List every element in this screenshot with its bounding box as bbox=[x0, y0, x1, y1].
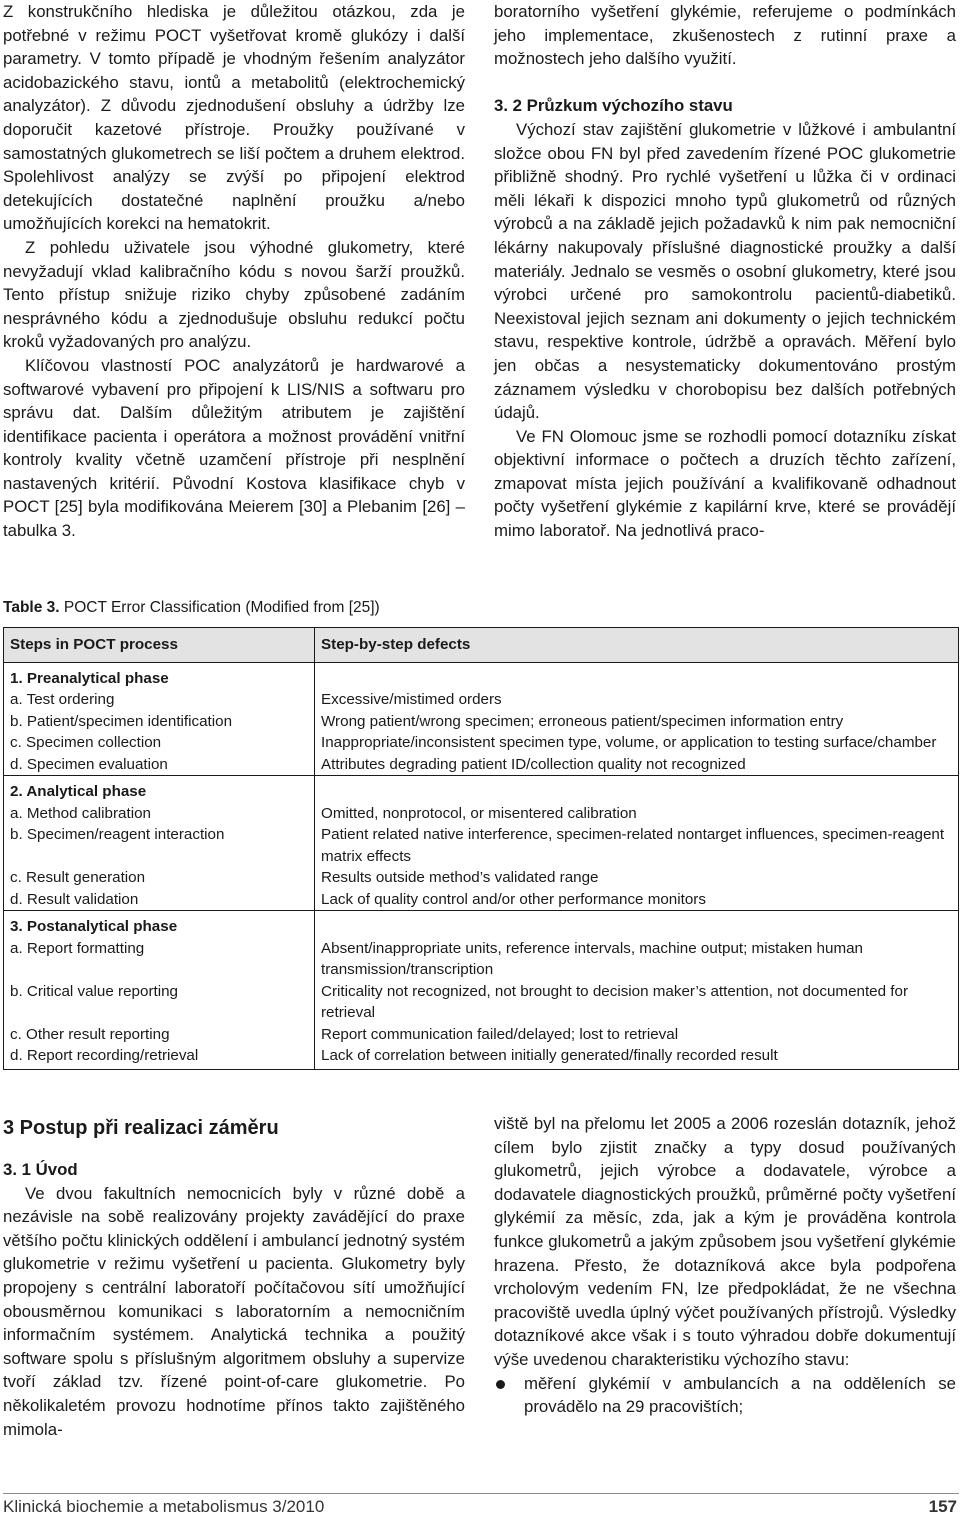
top-right-column bbox=[494, 0, 956, 543]
defect-cell: Criticality not recognized, not brought to decision maker’s attention, not documented for retrieval bbox=[315, 981, 959, 1024]
footer-journal-name: Klinická biochemie a metabolismus 3/2010 bbox=[3, 1497, 325, 1516]
step-cell: c. Specimen collection bbox=[4, 732, 315, 754]
phase-name: 3. Postanalytical phase bbox=[4, 911, 315, 938]
defect-cell: Wrong patient/wrong specimen; erroneous patient/specimen information entry bbox=[315, 711, 959, 733]
list-item: měření glykémií v ambulancích a na odděleních se provádělo na 29 pracovištích; bbox=[494, 1372, 956, 1419]
defect-cell: Attributes degrading patient ID/collection quality not recognized bbox=[315, 754, 959, 776]
defect-cell: Lack of correlation between initially generated/finally recorded result bbox=[315, 1045, 959, 1069]
defect-cell: Results outside method’s validated range bbox=[315, 867, 959, 889]
table-header-steps: Steps in POCT process bbox=[4, 628, 315, 663]
table-row bbox=[4, 1024, 959, 1046]
top-left-column bbox=[3, 0, 465, 543]
defect-cell: Lack of quality control and/or other performance monitors bbox=[315, 889, 959, 911]
phase-row bbox=[4, 911, 959, 938]
section-heading: 3. 2 Průzkum výchozího stavu bbox=[494, 96, 733, 116]
defect-cell: Absent/inappropriate units, reference intervals, machine output; mistaken human transmission/transcription bbox=[315, 938, 959, 981]
body-paragraph: Z konstrukčního hlediska je důležitou otázkou, zda je potřebné v režimu POCT vyšetřovat kromě glukózy i další parametry. V tomto případě je vhodným řešením analyzátor acidobazického stavu, iontů a metabolitů (elektrochemický analyzátor). Z důvodu zjednodušení obsluhy a údržby lze doporučit kazetové přístroje. Proužky používané v samostatných glukometrech se liší počtem a druhem elektrod. Spolehlivost analýzy se zvýší po připojení elektrod detekujících dostatečné naplnění proužku a/nebo umožňujících korekci na hematokrit. bbox=[3, 2, 465, 234]
body-paragraph: Ve FN Olomouc jsme se rozhodli pomocí dotazníku získat objektivní informace o počtech a druzích těchto zařízení, zmapovat místa jejich používání a kvalifikovaně odhadnout počty vyšetření glykémie z kapilární krve, které se provádějí mimo laboratoř. Na jednotlivá praco- bbox=[494, 426, 956, 541]
phase-row bbox=[4, 662, 959, 689]
section-title: 3 Postup při realizaci záměru bbox=[3, 1117, 279, 1139]
phase-row bbox=[4, 776, 959, 803]
error-classification-table bbox=[3, 627, 959, 1070]
bottom-left-column bbox=[3, 1112, 465, 1441]
step-cell: d. Report recording/retrieval bbox=[4, 1045, 315, 1069]
table-header-defects: Step-by-step defects bbox=[315, 628, 959, 663]
table-caption-label: Table 3. bbox=[3, 599, 60, 616]
step-cell: b. Patient/specimen identification bbox=[4, 711, 315, 733]
step-cell: c. Result generation bbox=[4, 867, 315, 889]
body-paragraph: viště byl na přelomu let 2005 a 2006 rozeslán dotazník, jehož cílem bylo zjistit značky a typy dosud používaných glukometrů, jejich výrobce a dodavatele, výrobce a dodavatele diagnostických proužků, průměrné počty vyšetření glykémií za měsíc, zda, jak a kým je prováděna kontrola funkce glukometrů a jakým způsobem jsou vyšetření glykémie hrazena. Přesto, že dotazníková akce byla podpořena vrcholovým vedením FN, lze předpokládat, že ne všechna pracoviště uvedla úplný výčet používaných přístrojů. Výsledky dotazníkové akce však i s touto výhradou dobře dokumentují výše uvedenou charakteristiku výchozího stavu: bbox=[494, 1114, 956, 1369]
table-row bbox=[4, 732, 959, 754]
table-row bbox=[4, 981, 959, 1024]
table-row bbox=[4, 889, 959, 911]
step-cell: d. Result validation bbox=[4, 889, 315, 911]
step-cell: a. Method calibration bbox=[4, 803, 315, 825]
table-row bbox=[4, 803, 959, 825]
footer-divider bbox=[3, 1493, 959, 1494]
body-paragraph: Výchozí stav zajištění glukometrie v lůžkové i ambulantní složce obou FN byl před zavedením řízené POC glukometrie přibližně shodný. Pro rychlé vyšetření u lůžka či v ordinaci měli lékaři k dispozici mnoho typů glukometrů od různých výrobců a na základě jejich požadavků k nim pak nemocniční lékárny nakupovaly příslušné diagnostické proužky a další materiály. Jednalo se vesměs o osobní glukometry, které jsou výrobci určené pro samokontrolu pacientů-diabetiků. Neexistoval jejich seznam ani dokumenty o jejich technickém stavu, respektive kontrole, údržbě a opravách. Měření bylo jen občas a nesystematicky dokumentováno prostým záznamem výsledku v chorobopisu bez dalších potřebných údajů. bbox=[494, 119, 956, 423]
table-caption bbox=[3, 597, 380, 619]
step-cell: b. Critical value reporting bbox=[4, 981, 315, 1024]
body-paragraph: boratorního vyšetření glykémie, referujeme o podmínkách jeho implementace, zkušenostech z rutinní praxe a možnostech jeho dalšího využití. bbox=[494, 2, 956, 69]
table-row bbox=[4, 689, 959, 711]
phase-name: 1. Preanalytical phase bbox=[4, 662, 315, 689]
bottom-right-column bbox=[494, 1112, 956, 1419]
defect-cell: Excessive/mistimed orders bbox=[315, 689, 959, 711]
step-cell: b. Specimen/reagent interaction bbox=[4, 824, 315, 867]
phase-name: 2. Analytical phase bbox=[4, 776, 315, 803]
step-cell: c. Other result reporting bbox=[4, 1024, 315, 1046]
defect-cell: Report communication failed/delayed; lost to retrieval bbox=[315, 1024, 959, 1046]
step-cell: a. Report formatting bbox=[4, 938, 315, 981]
body-paragraph: Klíčovou vlastností POC analyzátorů je hardwarové a softwarové vybavení pro připojení k LIS/NIS a softwaru pro správu dat. Dalším důležitým atributem je zajištění identifikace pacienta i operátora a možnost provádění vnitřní kontroly kvality včetně uzamčení přístroje při nesplnění nastavených kritérií. Původní Kostova klasifikace chyb v POCT [25] byla modifikována Meierem [30] a Plebanim [26] – tabulka 3. bbox=[3, 355, 465, 541]
page-number: 157 bbox=[928, 1497, 957, 1516]
step-cell: d. Specimen evaluation bbox=[4, 754, 315, 776]
table-caption-text: POCT Error Classification (Modified from [25]) bbox=[63, 599, 380, 616]
defect-cell: Patient related native interference, specimen-related nontarget influences, specimen-reagent matrix effects bbox=[315, 824, 959, 867]
body-paragraph: Z pohledu uživatele jsou výhodné glukometry, které nevyžadují vklad kalibračního kódu s novou šarží proužků. Tento přístup snižuje riziko chyby způsobené zadáním nesprávného kódu a zjednodušuje obsluhu redukcí počtu kroků vyžadovaných pro analýzu. bbox=[3, 237, 465, 352]
table-row bbox=[4, 711, 959, 733]
table-row bbox=[4, 754, 959, 776]
defect-cell: Inappropriate/inconsistent specimen type, volume, or application to testing surface/chamber bbox=[315, 732, 959, 754]
defect-cell: Omitted, nonprotocol, or misentered calibration bbox=[315, 803, 959, 825]
table-row bbox=[4, 867, 959, 889]
subsection-title: 3. 1 Úvod bbox=[3, 1160, 78, 1179]
table-row bbox=[4, 1045, 959, 1069]
bullet-list bbox=[494, 1372, 956, 1419]
step-cell: a. Test ordering bbox=[4, 689, 315, 711]
body-paragraph: Ve dvou fakultních nemocnicích byly v různé době a nezávisle na sobě realizovány projekty zavádějící do praxe většího počtu klinických oddělení i ambulancí jednotný systém glukometrie v režimu vyšetření u pacienta. Glukometry byly propojeny s centrální laboratoří počítačovou sítí umožňující obousměrnou komunikaci s laboratorním a nemocničním informačním systémem. Analytická technika a použitý software spolu s příslušným algoritmem obsluhy a supervize tvoří základ tzv. řízené point-of-care glukometrie. Po několikaletém provozu hodnotíme přínos takto zajištěného mimola- bbox=[3, 1183, 465, 1439]
table-row bbox=[4, 938, 959, 981]
table-row bbox=[4, 824, 959, 867]
